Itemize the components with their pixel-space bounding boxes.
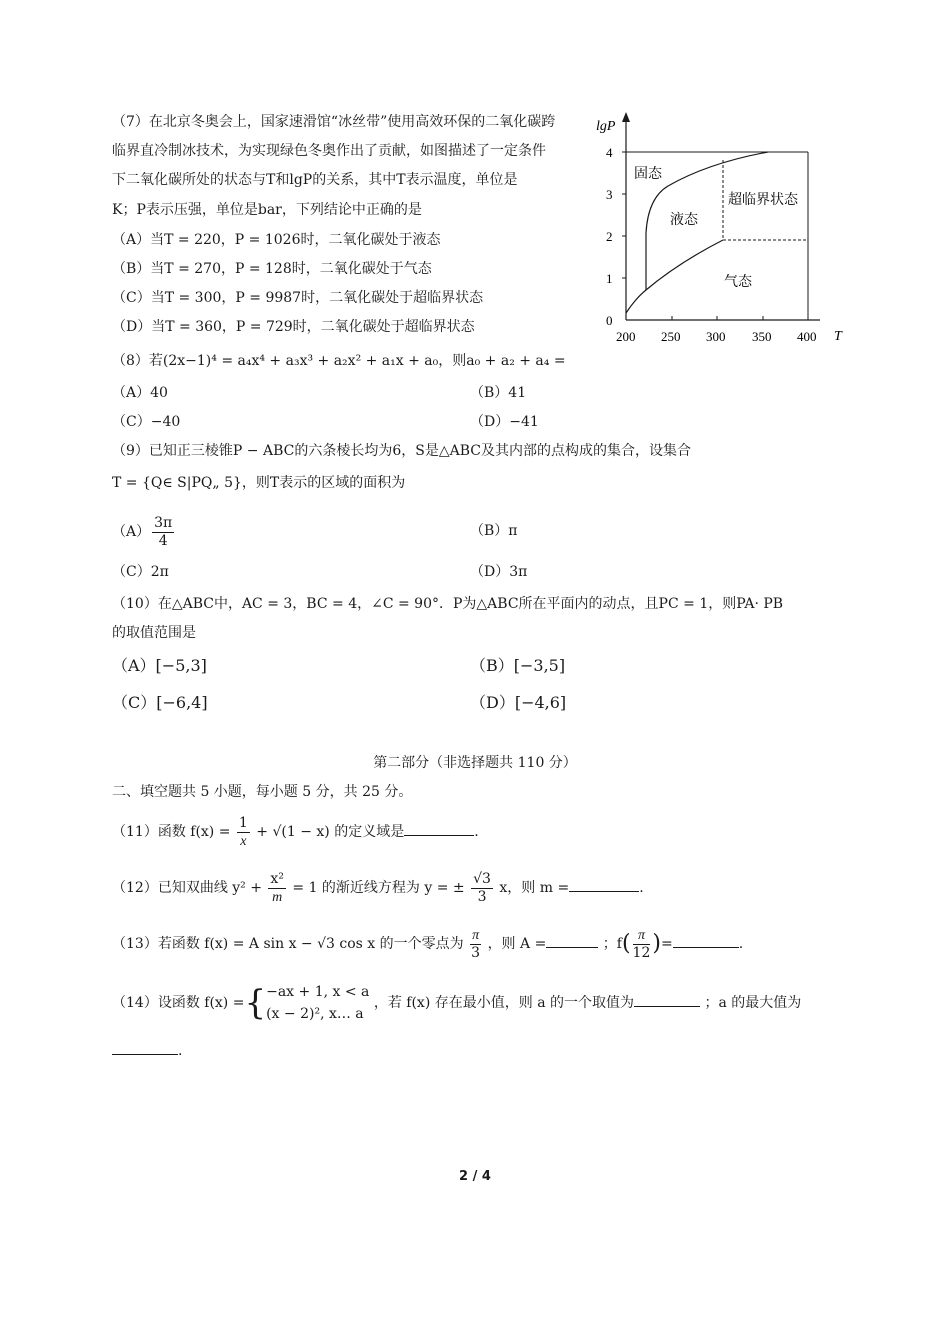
y-tick: 0: [606, 313, 613, 328]
x-axis-label: T: [834, 329, 842, 344]
q7-line2: 临界直冷制冰技术，为实现绿色冬奥作出了贡献，如图描述了一定条件: [112, 143, 546, 159]
y-axis-label: lgP: [596, 119, 616, 134]
piecewise-cases: −ax + 1, x < a (x − 2)², x… a: [266, 984, 370, 1022]
q8-option-a: （A）40: [112, 385, 168, 401]
answer-blank[interactable]: [404, 821, 474, 836]
q10-option-c: （C）[−6,4]: [112, 693, 208, 712]
answer-blank[interactable]: [673, 933, 739, 948]
fraction: $\frac{3\pi}{4}$: [154, 514, 173, 549]
q7-line3: 下二氧化碳所处的状态与T和lgP的关系，其中T表示温度，单位是: [112, 172, 518, 188]
q7-option-d: （D）当T = 360，P = 729时，二氧化碳处于超临界状态: [112, 319, 475, 335]
x-tick: 300: [706, 329, 726, 344]
q7-option-b: （B）当T = 270，P = 128时，二氧化碳处于气态: [112, 261, 432, 277]
x-tick: 200: [616, 329, 636, 344]
y-tick: 4: [606, 145, 613, 160]
answer-blank[interactable]: [634, 992, 700, 1007]
q7-option-c: （C）当T = 300，P = 9987时，二氧化碳处于超临界状态: [112, 290, 484, 306]
q10-option-d: （D）[−4,6]: [470, 693, 567, 712]
y-tick: 3: [606, 187, 613, 202]
q8-option-d: （D）−41: [470, 414, 539, 430]
x-tick: 400: [797, 329, 817, 344]
page-number: 2 / 4: [459, 1169, 491, 1184]
q14-continuation: .: [112, 1040, 182, 1061]
section-heading: 二、填空题共 5 小题，每小题 5 分，共 25 分。: [112, 784, 413, 800]
region-label-solid: 固态: [634, 167, 662, 182]
q9-option-a: （A） $\frac{3\pi}{4}$: [112, 514, 173, 549]
q9-option-b: （B）π: [470, 523, 518, 539]
region-label-gas: 气态: [724, 275, 752, 290]
q10-line2: 的取值范围是: [112, 625, 196, 641]
fraction: $\frac{√3}{3}$: [473, 870, 491, 905]
region-label-supercritical: 超临界状态: [728, 193, 798, 208]
q9-line1: （9）已知正三棱锥P − ABC的六条棱长均为6，S是△ABC及其内部的点构成的集合，设集合: [112, 443, 691, 459]
phase-diagram: [588, 108, 858, 353]
answer-blank[interactable]: [569, 877, 639, 892]
x-tick: 350: [752, 329, 772, 344]
region-label-liquid: 液态: [670, 213, 698, 228]
x-tick: 250: [661, 329, 681, 344]
q8-option-b: （B）41: [470, 385, 527, 401]
q7-line4: K；P表示压强，单位是bar，下列结论中正确的是: [112, 202, 422, 218]
answer-blank[interactable]: [112, 1040, 178, 1055]
fraction: $\frac{\pi}{12}$: [632, 927, 651, 961]
y-tick: 2: [606, 229, 613, 244]
part2-title: 第二部分（非选择题共 110 分）: [373, 755, 577, 771]
q7-line1: （7）在北京冬奥会上，国家速滑馆“冰丝带”使用高效环保的二氧化碳跨: [112, 114, 556, 130]
y-tick: 1: [606, 271, 613, 286]
q10-line1: （10）在△ABC中，AC = 3，BC = 4，∠C = 90°．P为△ABC所在平面内的动点，且PC = 1，则PA· PB: [112, 596, 784, 612]
q14: （14）设函数 f(x) ={ −ax + 1, x < a (x − 2)², x… a ，若 f(x) 存在最小值，则 a 的一个取值为 ；a 的最大值为: [112, 983, 802, 1023]
fraction: $\frac{\pi}{3}$: [471, 927, 481, 961]
q13: （13）若函数 f(x) = A sin x − √3 cos x 的一个零点为 $\frac{\pi}{3}$ ，则 A = ；f( $\frac{\pi}{12}$ )= .: [112, 927, 744, 961]
fraction: $\frac{\text{x²}}{m}$: [270, 870, 284, 905]
q9-option-d: （D）3π: [470, 564, 528, 580]
q11: （11）函数 f(x) = $\frac{1}{x}$ + √(1 − x) 的定义域是 .: [112, 814, 479, 849]
q10-option-b: （B）[−3,5]: [470, 656, 566, 675]
q9-option-c: （C）2π: [112, 564, 169, 580]
q8-stem: （8）若(2x−1)⁴ = a₄x⁴ + a₃x³ + a₂x² + a₁x + a₀，则a₀ + a₂ + a₄ =: [112, 353, 566, 369]
q8-option-c: （C）−40: [112, 414, 181, 430]
q9-line2: T = {Q∈ S|PQ„ 5}，则T表示的区域的面积为: [112, 475, 406, 491]
q10-option-a: （A）[−5,3]: [112, 656, 207, 675]
fraction: $\frac{1}{x}$: [238, 814, 248, 849]
q12: （12）已知双曲线 y² + $\frac{\text{x²}}{m}$ = 1 的渐近线方程为 y = ± $\frac{√3}{3}$ x，则 m = .: [112, 870, 644, 905]
q7-option-a: （A）当T = 220，P = 1026时，二氧化碳处于液态: [112, 232, 441, 248]
answer-blank[interactable]: [546, 933, 598, 948]
